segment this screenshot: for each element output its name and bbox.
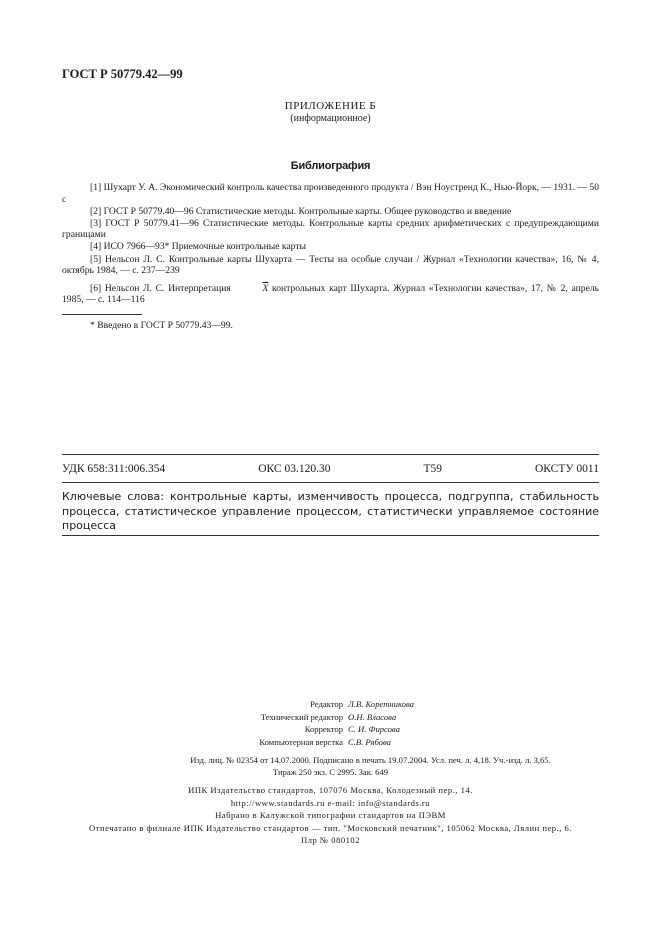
credit-editor xyxy=(230,698,530,711)
publisher-info xyxy=(0,784,661,847)
credit-role: Корректор xyxy=(304,724,343,735)
bibliography-title: Библиография xyxy=(290,160,371,172)
bib6-after: контрольных карт Шухарта. Журнал «Технологии качества», 17, № 2, апрель 1985, — с. 114—116 xyxy=(62,282,599,306)
standard-id: ГОСТ Р 50779.42—99 xyxy=(62,67,183,81)
credits xyxy=(230,698,530,748)
bibliography-item: [5] Нельсон Л. С. Контрольные карты Шухарта — Тесты на особые случаи / Журнал «Технологии качества», 16, № 4, октябрь 1984, — с. 237—239 xyxy=(62,253,599,277)
bibliography-list xyxy=(62,182,599,306)
footnote: * Введено в ГОСТ Р 50779.43—99. xyxy=(90,320,233,331)
bibliography-item: [2] ГОСТ Р 50779.40—96 Статистические методы. Контрольные карты. Общее руководство и введение xyxy=(90,205,512,217)
publication-info-line: Тираж 250 экз. С 2995. Зак. 649 xyxy=(272,767,389,778)
oks-code: ОКС 03.120.30 xyxy=(258,463,331,475)
appendix-title: ПРИЛОЖЕНИЕ Б xyxy=(284,100,377,112)
classification-bottom-rule xyxy=(62,482,599,483)
classification-row xyxy=(62,463,599,475)
keywords: Ключевые слова: контрольные карты, изменчивость процесса, подгруппа, стабильность процесса, статистическое управление процессом, статистически управляемое состояние процесса xyxy=(62,490,599,532)
bibliography-item-6 xyxy=(62,283,599,306)
publication-info-line: Изд. лиц. № 02354 от 14.07.2000. Подписано в печать 19.07.2004. Усл. печ. л. 4,18. Уч.-изд. л. 3,65. xyxy=(190,755,551,765)
bibliography-item: [3] ГОСТ Р 50779.41—96 Статистические методы. Контрольные карты средних арифметических с предупреждающими границами xyxy=(62,217,599,241)
credit-proofreader xyxy=(230,723,530,736)
publication-info xyxy=(0,754,661,779)
credit-layout xyxy=(230,736,530,749)
publisher-line: Плр № 080102 xyxy=(300,835,361,846)
keywords-bottom-rule xyxy=(62,535,599,536)
bib6-before: [6] Нельсон Л. С. Интерпретация xyxy=(90,282,231,294)
okstu-code: ОКСТУ 0011 xyxy=(534,463,599,475)
credit-tech-editor xyxy=(230,711,530,724)
credit-role: Компьютерная верстка xyxy=(259,736,343,747)
publisher-line: ИПК Издательство стандартов, 107076 Москва, Колодезный пер., 14. xyxy=(188,785,473,795)
x-bar-symbol: $\overline{X}$ xyxy=(262,282,269,294)
credit-person: С.В. Рябова xyxy=(348,736,391,747)
publisher-line: Набрано в Калужской типографии стандартов на ПЭВМ xyxy=(215,810,446,821)
credit-person: Л.В. Коретникова xyxy=(348,699,414,709)
classification-top-rule xyxy=(62,454,599,455)
credit-role: Технический редактор xyxy=(260,711,343,722)
group-code: Т59 xyxy=(423,463,442,475)
appendix-subtitle: (информационное) xyxy=(290,113,371,124)
credit-role: Редактор xyxy=(310,699,343,709)
footnote-divider xyxy=(62,314,142,315)
udk-code: УДК 658:311:006.354 xyxy=(62,463,166,475)
bibliography-item: [4] ИСО 7966—93* Приемочные контрольные карты xyxy=(90,241,306,253)
credit-person: О.Н. Власова xyxy=(348,711,397,722)
credit-person: С. И. Фирсова xyxy=(348,724,400,735)
publisher-line: Отпечатано в филиале ИПК Издательство стандартов — тип. "Московский печатник", 105062 Москва, Лялин пер., 6. xyxy=(89,822,572,833)
bibliography-item: [1] Шухарт У. А. Экономический контроль качества произведенного продукта / Вэн Ноустренд К., Нью-Йорк, — 1931. — 50 с xyxy=(62,182,599,205)
publisher-url-line: http://www.standards.ru e-mail: info@standards.ru xyxy=(230,797,431,808)
